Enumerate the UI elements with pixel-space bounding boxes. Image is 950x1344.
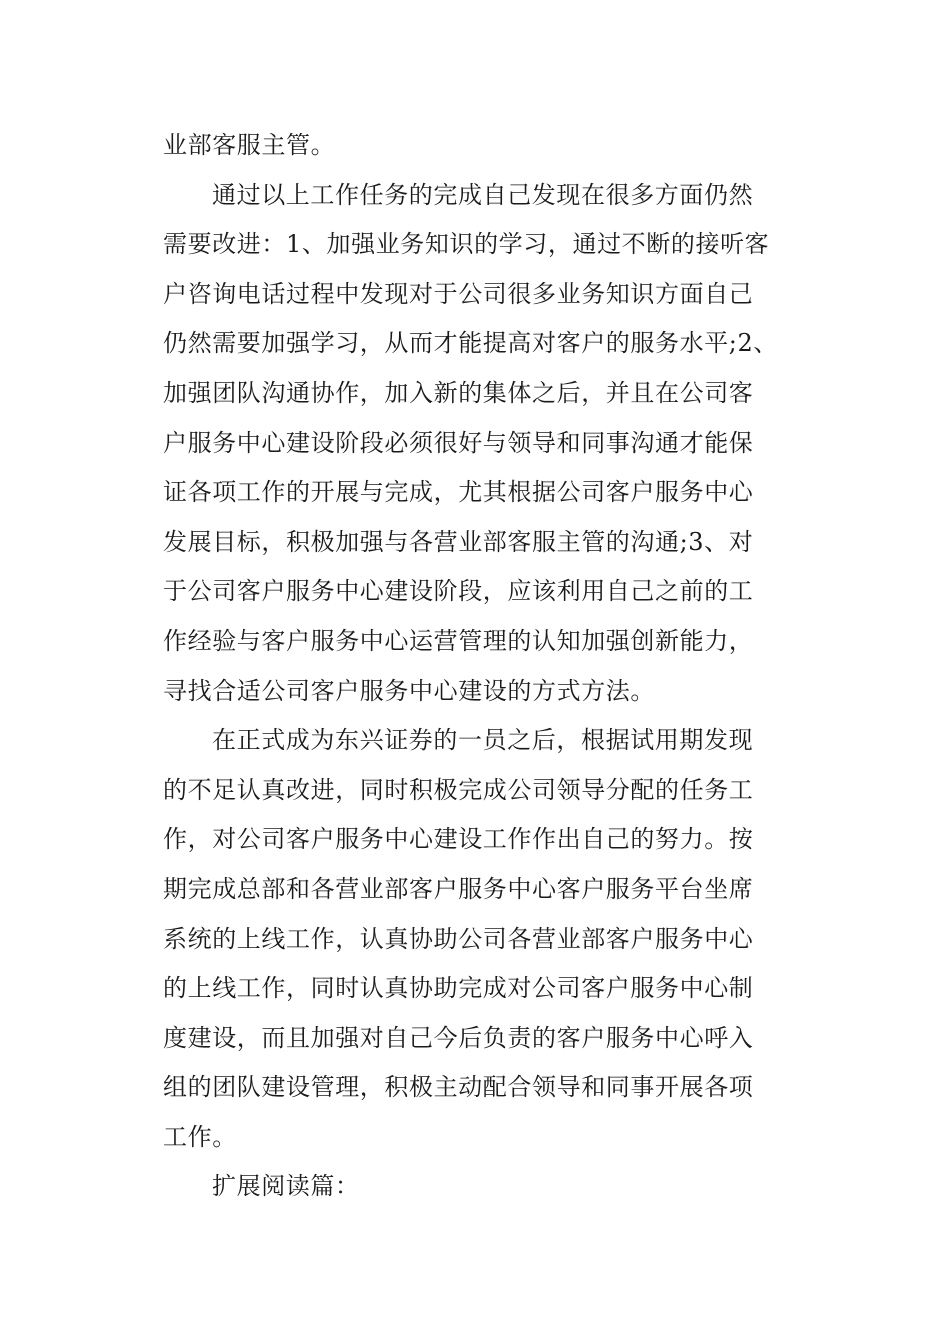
text-line: 证各项工作的开展与完成，尤其根据公司客户服务中心: [163, 478, 754, 507]
text-line: 作，对公司客户服务中心建设工作作出自己的努力。按: [163, 825, 754, 854]
text-line: 发展目标，积极加强与各营业部客服主管的沟通;3、对: [163, 527, 754, 556]
text-line: 户服务中心建设阶段必须很好与领导和同事沟通才能保: [163, 428, 754, 457]
text-line: 需要改进：1、加强业务知识的学习，通过不断的接听客: [163, 230, 770, 259]
text-line: 度建设，而且加强对自己今后负责的客户服务中心呼入: [163, 1023, 754, 1052]
text-line: 仍然需要加强学习，从而才能提高对客户的服务水平;2、: [163, 329, 778, 358]
text-line: 寻找合适公司客户服务中心建设的方式方法。: [163, 676, 655, 705]
text-line: 期完成总部和各营业部客户服务中心客户服务平台坐席: [163, 874, 754, 903]
text-line: 的不足认真改进，同时积极完成公司领导分配的任务工: [163, 775, 754, 804]
paragraph-start-line: 通过以上工作任务的完成自己发现在很多方面仍然: [212, 180, 754, 209]
text-line: 的上线工作，同时认真协助完成对公司客户服务中心制: [163, 974, 754, 1003]
text-line: 户咨询电话过程中发现对于公司很多业务知识方面自己: [163, 279, 754, 308]
paragraph-start-line: 在正式成为东兴证券的一员之后，根据试用期发现: [212, 726, 754, 755]
text-line: 组的团队建设管理，积极主动配合领导和同事开展各项: [163, 1073, 754, 1102]
text-line: 业部客服主管。: [163, 131, 336, 159]
section-heading-extended-reading: 扩展阅读篇：: [212, 1172, 360, 1201]
text-line: 于公司客户服务中心建设阶段，应该利用自己之前的工: [163, 577, 754, 606]
text-line: 工作。: [163, 1122, 237, 1151]
text-line: 作经验与客户服务中心运营管理的认知加强创新能力，: [163, 626, 754, 655]
body-text: [163, 121, 823, 1212]
text-line: 系统的上线工作，认真协助公司各营业部客户服务中心: [163, 924, 754, 953]
text-line: 加强团队沟通协作，加入新的集体之后，并且在公司客: [163, 378, 754, 407]
